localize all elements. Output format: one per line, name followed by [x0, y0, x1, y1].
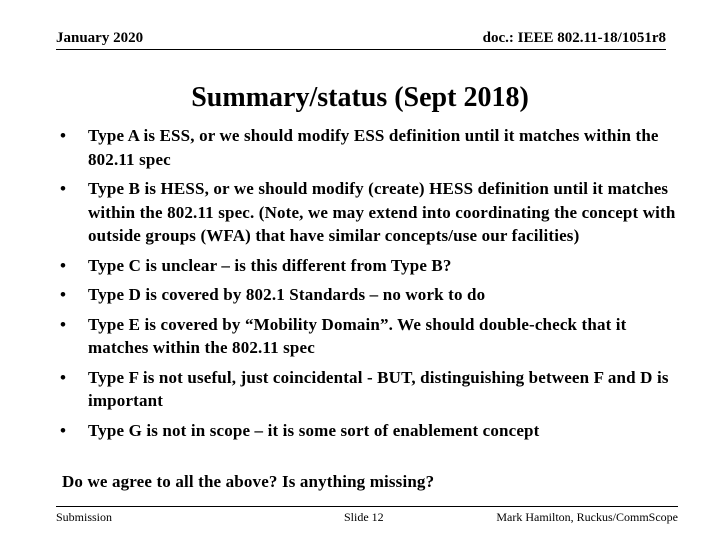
header-divider — [56, 49, 666, 50]
slide-title: Summary/status (Sept 2018) — [191, 82, 529, 113]
header-doc-id: doc.: IEEE 802.11-18/1051r8 — [482, 30, 666, 46]
footer-divider — [56, 506, 678, 507]
bullet-item-type-f: • Type F is not useful, just coincidental - BUT, distinguishing between F and D is important — [60, 366, 680, 413]
bullet-item-type-d: • Type D is covered by 802.1 Standards – no work to do — [60, 283, 680, 307]
footer-author: Mark Hamilton, Ruckus/CommScope — [496, 510, 678, 524]
bullet-item-type-c: • Type C is unclear – is this different from Type B? — [60, 254, 680, 278]
bullet-item-type-b: • Type B is HESS, or we should modify (create) HESS definition until it matches within the 802.11 spec. (Note, we may extend into coordinating the concept with outside groups (WFA) that have similar concepts/use our facilities) — [60, 177, 680, 248]
header-date: January 2020 — [56, 30, 144, 46]
footer-submission: Submission — [56, 510, 113, 524]
bullet-item-type-g: • Type G is not in scope – it is some sort of enablement concept — [60, 419, 680, 443]
bullet-item-type-e: • Type E is covered by “Mobility Domain”. We should double-check that it matches within the 802.11 spec — [60, 313, 680, 360]
closing-question: Do we agree to all the above? Is anything missing? — [62, 472, 435, 491]
bullet-item-type-a: • Type A is ESS, or we should modify ESS definition until it matches within the 802.11 spec — [60, 124, 680, 171]
bullet-list — [60, 124, 680, 448]
footer-slide-number: Slide 12 — [344, 510, 384, 524]
